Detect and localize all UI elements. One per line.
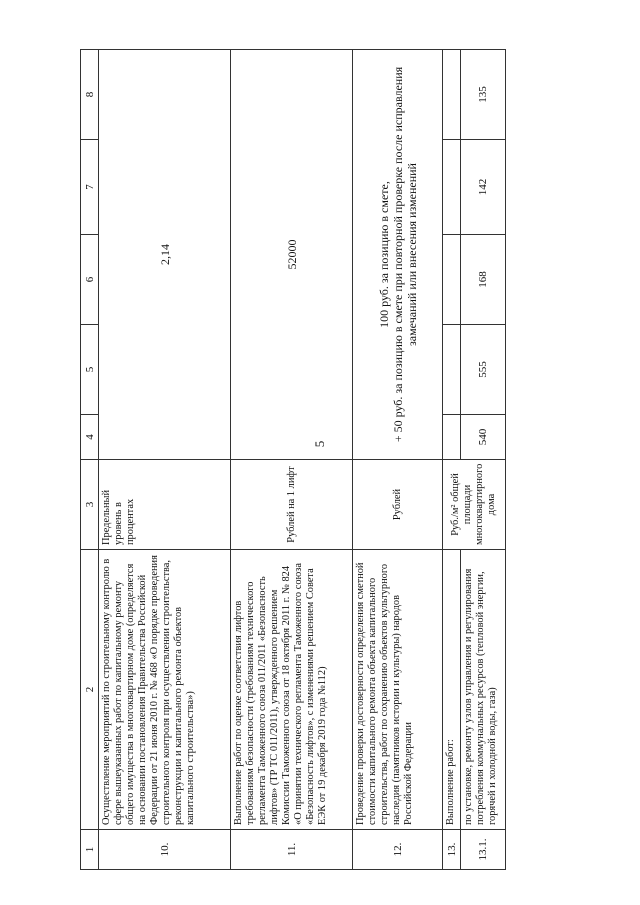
row-unit: Предельный уровень в процентах [99,460,231,550]
row-value [353,50,443,460]
row-description: Выполнение работ по оценке соответствия лифтов требованиям безопасности (требованиям технического регламента Таможенного союза 011/2011 «Безопасность лифтов» (ТР ТС 011/2011), утвержденного решением Комиссии Таможенного союза от 18 октября 2011 г. № 824 «О принятии технического регламента Таможенного союза «Безопасность лифтов», с изменениями решением Совета ЕЭК от 19 декабря 2019 года №112) [231,550,353,830]
row-value: 135 [461,50,506,140]
row-description: Проведение проверки достоверности определения сметной стоимости капитального ремонта объекта капитального строительства, работ по сохранению объектов культурного наследия (памятников истории и культуры) народов Российской Федерации [353,550,443,830]
row-value: 52000 [231,50,353,460]
rotated-table-container [80,50,505,870]
rates-table [80,49,506,870]
row-value: 540 [461,415,506,460]
row-description: Осуществление мероприятий по строительному контролю в сфере вышеуказанных работ по капитальному ремонту общего имущества в многоквартирном доме (определяется на основании постановления Правительства Российской Федерации от 21 июня 2010 г. № 468 «О порядке проведения строительного контроля при осуществлении строительства, реконструкции и капитального ремонта объектов капитального строительства») [99,550,231,830]
row-unit: Руб./м² общей площади многоквартирного дома [443,460,506,550]
row-unit: Рублей [353,460,443,550]
header-cell: 5 [81,325,99,415]
row-number: 12. [353,830,443,870]
row-value: 142 [461,140,506,235]
row-description: по установке, ремонту узлов управления и регулирования потребления коммунальных ресурсов (тепловой энергии, горячей и холодной воды, газа) [461,550,506,830]
empty-cell [443,235,461,325]
row-number: 10. [99,830,231,870]
row-value: 555 [461,325,506,415]
empty-cell [443,325,461,415]
header-row [81,50,99,870]
row-number: 13. [443,830,461,870]
header-cell: 1 [81,830,99,870]
page-number: 5 [312,440,327,448]
table-row [231,50,353,870]
row-description: Выполнение работ: [443,550,461,830]
value-line: 100 руб. за позицию в смете, [376,181,391,328]
row-value: 2,14 [99,50,231,460]
row-unit: Рублей на 1 лифт [231,460,353,550]
row-number: 11. [231,830,353,870]
header-cell: 6 [81,235,99,325]
empty-cell [443,415,461,460]
header-cell: 4 [81,415,99,460]
table-row [99,50,231,870]
table-row [443,50,461,870]
table-row [353,50,443,870]
header-cell: 3 [81,460,99,550]
empty-cell [443,140,461,235]
header-cell: 7 [81,140,99,235]
row-number: 13.1. [461,830,506,870]
value-line: + 50 руб. за позицию в смете при повторной проверке после исправления замечаний или внесения изменений [390,66,419,443]
empty-cell [443,50,461,140]
row-value: 168 [461,235,506,325]
header-cell: 8 [81,50,99,140]
header-cell: 2 [81,550,99,830]
